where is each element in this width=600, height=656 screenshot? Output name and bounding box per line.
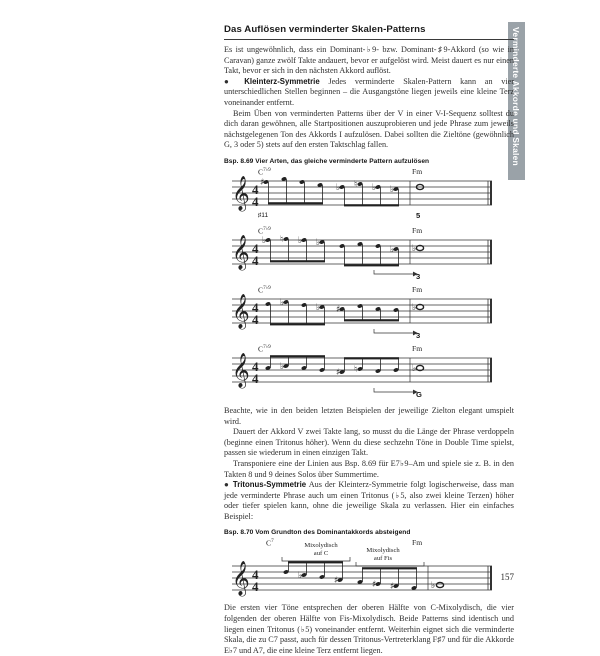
chord-symbol-end: Fm <box>412 284 423 294</box>
paragraph-3: Beachte, wie in den beiden letzten Beispielen der jeweilige Zielton elegant umspielt wird. <box>224 405 514 426</box>
target-note-label: G <box>416 389 422 399</box>
svg-text:♮: ♮ <box>280 234 284 245</box>
music-system-5 <box>224 538 514 600</box>
chord-symbol-end: Fm <box>412 538 423 548</box>
target-note-label: 3 <box>416 330 421 340</box>
example-2-caption: Bsp. 8.70 Vom Grundton des Dominantakkords absteigend <box>224 529 411 537</box>
paragraph-bullet-1 <box>224 77 514 109</box>
svg-text:♭: ♭ <box>336 182 341 193</box>
chord-symbol-start: $C^{7♭9}$ <box>258 284 271 295</box>
svg-text:𝄞: 𝄞 <box>232 175 250 211</box>
svg-text:𝄞: 𝄞 <box>232 234 250 270</box>
svg-text:4: 4 <box>252 299 259 315</box>
svg-text:♭: ♭ <box>390 244 395 255</box>
svg-text:♭: ♭ <box>372 182 377 193</box>
scale-label-1-line2: auf C <box>313 549 329 557</box>
music-system-1 <box>224 167 514 225</box>
svg-text:4: 4 <box>252 567 259 583</box>
paragraph-4: Dauert der Akkord V zwei Takte lang, so musst du die Länge der Phrase verdoppeln (beginne einen Tritonus höher). Wenn du diese sechzehn Töne in Double Time spielst, passen sie wiederum in einen einzigen Takt. <box>224 427 514 458</box>
paragraph-2: Beim Üben von verminderten Patterns über der V in einer V-I-Sequenz solltest du dich daran gewöhnen, alle Startpositionen auszuprobieren und jede Phrase zum jeweils nächstgelegenen Ton des Akkords I aufzulösen. Dabei sollten die Zieltöne (gewöhnlich G, 3 oder 5) stets auf den ersten Taktschlag fallen. <box>224 108 514 150</box>
example-1-caption: Bsp. 8.69 Vier Arten, das gleiche verminderte Pattern aufzulösen <box>224 157 430 165</box>
svg-text:♭: ♭ <box>298 571 303 582</box>
svg-text:♮: ♮ <box>354 179 358 190</box>
side-index-tab-label: Verminderte Akkorde und Skalen <box>511 27 521 166</box>
svg-text:♭: ♭ <box>298 235 303 246</box>
bullet-1-text: Jedes verminderte Skalen-Pattern kann an vier unterschiedlichen Stellen beginnen – die Ausgangstöne liegen jeweils eine kleine Terz voneinander entfernt. <box>224 76 515 107</box>
title-rule <box>224 39 514 40</box>
chord-symbol-end: Fm <box>412 225 423 235</box>
svg-text:♭: ♭ <box>262 235 267 246</box>
page-number: 157 <box>500 572 514 582</box>
svg-text:♭: ♭ <box>280 297 285 308</box>
svg-text:𝄞: 𝄞 <box>232 561 250 597</box>
svg-text:♭: ♭ <box>431 581 436 592</box>
bullet-2-heading: Tritonus-Symmetrie <box>232 480 307 490</box>
music-system-4 <box>224 344 514 402</box>
chord-symbol-start: $C^{7♭9}$ <box>258 225 271 236</box>
svg-text:♯: ♯ <box>336 367 341 378</box>
page-title: Das Auflösen verminderter Skalen-Patterns <box>224 24 426 35</box>
chord-symbol-end: Fm <box>412 343 423 353</box>
svg-text:♭: ♭ <box>412 302 417 313</box>
chord-symbol-start: $C^7$ <box>266 538 274 548</box>
svg-text:♯: ♯ <box>336 304 341 315</box>
svg-text:4: 4 <box>252 311 259 327</box>
svg-text:4: 4 <box>252 358 259 374</box>
scale-label-1-line1: Mixolydisch <box>304 542 338 550</box>
scale-label-2-line2: auf Fis <box>373 554 393 562</box>
chord-symbol-end: Fm <box>412 166 423 176</box>
bullet-dot-icon: ● <box>224 76 236 86</box>
bullet-2-text: Aus der Kleinterz-Symmetrie folgt logischerweise, dass man jede verminderte Phrase auch um einen Tritonus (♭5, also zwei kleine Terzen) höher oder tiefer spielen kann, ohne die jeweilige Skala zu verlassen. Hier ein einfaches Beispiel: <box>224 480 514 521</box>
scale-label-2-line1: Mixolydisch <box>366 547 400 555</box>
svg-text:4: 4 <box>252 240 259 256</box>
svg-text:♭: ♭ <box>412 363 417 374</box>
bullet-1-heading: Kleinterz-Symmetrie <box>244 76 320 86</box>
svg-text:♭: ♭ <box>280 361 285 372</box>
svg-text:4: 4 <box>252 193 259 209</box>
svg-text:♭: ♭ <box>316 237 321 248</box>
paragraph-bullet-2 <box>224 480 514 522</box>
svg-text:4: 4 <box>252 579 259 595</box>
svg-text:4: 4 <box>252 181 259 197</box>
svg-text:♭: ♭ <box>390 184 395 195</box>
svg-text:𝄞: 𝄞 <box>232 352 250 388</box>
svg-text:𝄞: 𝄞 <box>232 293 250 329</box>
paragraph-1: Es ist ungewöhnlich, dass ein Dominant-♭9- bzw. Dominant-♯9-Akkord (so wie in Caravan) ganze zwölf Takte andauert, bevor er aufgelöst wird. Meist dauert es nur einen Takt, bevor er sich in den nächsten Akkord auflöst. <box>224 45 514 76</box>
svg-text:4: 4 <box>252 370 259 386</box>
paragraph-6: Die ersten vier Töne entsprechen der oberen Hälfte von C-Mixolydisch, die vier folgenden der oberen Hälfte von Fis-Mixolydisch. Beide Patterns sind identisch und liegen einen Tritonus (♭5) voneinander entfernt. Weiterhin eignet sich die verminderte Skala, die zu C7 passt, auch für dessen Tritonus-Vertreterklang F♯7 und für die Akkorde E♭7 und A7, die eine kleine Terz entfernt liegen. <box>224 603 514 655</box>
target-note-label: 3 <box>416 271 421 281</box>
svg-text:♯: ♯ <box>390 582 395 593</box>
text-column <box>224 24 514 656</box>
target-note-label: 5 <box>416 210 421 220</box>
svg-text:♯: ♯ <box>334 576 339 587</box>
svg-text:♭: ♭ <box>316 302 321 313</box>
svg-text:♯: ♯ <box>260 177 265 188</box>
start-interval-label: ♯11 <box>258 211 269 219</box>
svg-text:♭: ♭ <box>412 243 417 254</box>
scale-label-2 <box>346 547 420 562</box>
music-system-3 <box>224 285 514 343</box>
svg-text:♮: ♮ <box>354 364 358 375</box>
svg-text:♯: ♯ <box>372 580 377 591</box>
chord-symbol-start: $C^{7♭9}$ <box>258 166 271 177</box>
music-system-2 <box>224 226 514 284</box>
bullet-dot-icon: ● <box>224 480 230 490</box>
svg-text:4: 4 <box>252 252 259 268</box>
chord-symbol-start: $C^{7♭9}$ <box>258 343 271 354</box>
paragraph-5: Transponiere eine der Linien aus Bsp. 8.69 für E7♭9–Am und spiele sie z. B. in den Takten 8 und 9 deines Solos über Summertime. <box>224 458 514 479</box>
